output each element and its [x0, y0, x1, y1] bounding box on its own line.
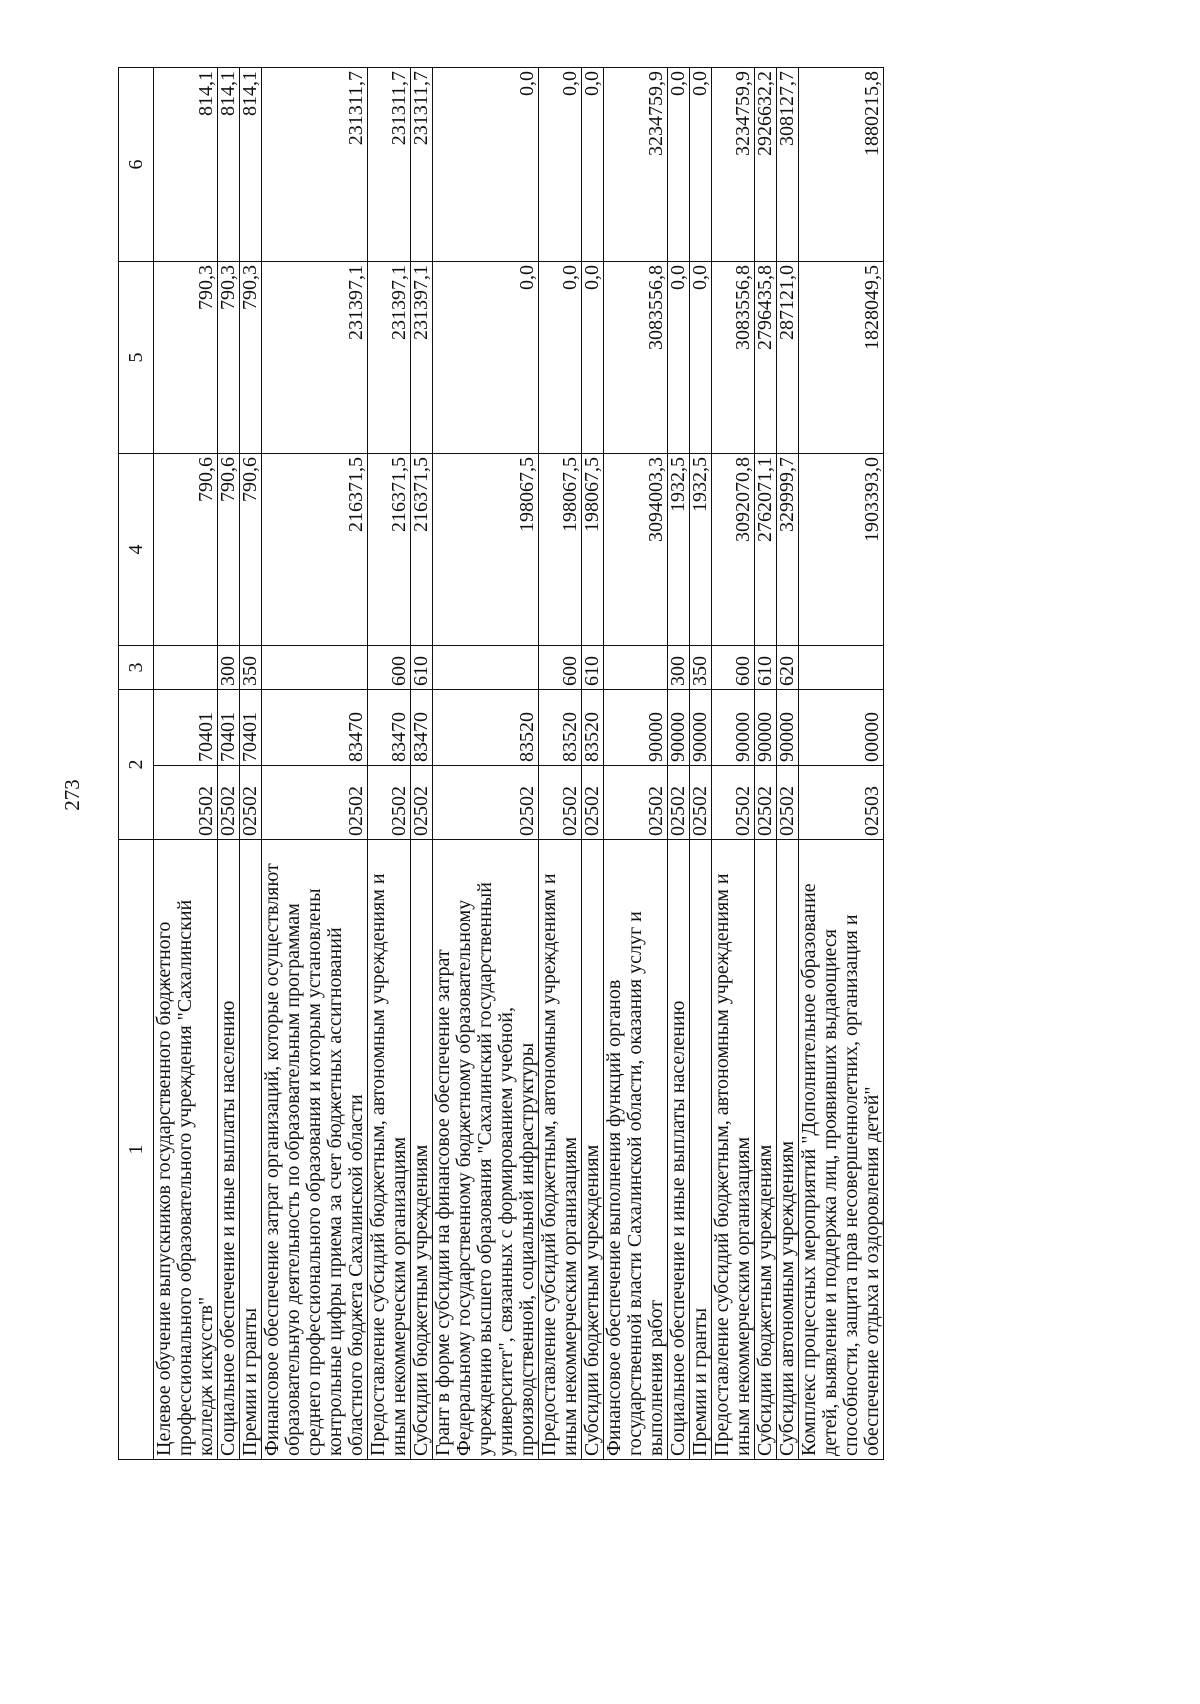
- value-col5-cell: 0,0: [690, 262, 712, 454]
- value-col6-cell: 0,0: [582, 68, 604, 262]
- header-cell-1: 1: [119, 840, 154, 1460]
- code-section-cell: 02502: [154, 766, 218, 840]
- value-col4-cell: 3092070,8: [712, 454, 755, 646]
- value-col6-cell: 231311,7: [262, 68, 368, 262]
- value-col4-cell: 216371,5: [368, 454, 411, 646]
- value-col5-cell: 0,0: [539, 262, 582, 454]
- code-section-cell: 02502: [218, 766, 240, 840]
- table-body: [154, 68, 884, 1460]
- code-item-cell: 00000: [799, 690, 884, 766]
- budget-table-container: [118, 68, 1011, 1460]
- value-col4-cell: 3094003,3: [604, 454, 668, 646]
- code-section-cell: 02502: [604, 766, 668, 840]
- code-section-cell: 02503: [799, 766, 884, 840]
- table-row: [218, 68, 240, 1460]
- table-row: [604, 68, 668, 1460]
- header-row: [119, 68, 154, 1460]
- value-col5-cell: 790,3: [240, 262, 262, 454]
- code-section-cell: 02502: [777, 766, 799, 840]
- code-item-cell: 70401: [240, 690, 262, 766]
- table-row: [262, 68, 368, 1460]
- code-section-cell: 02502: [539, 766, 582, 840]
- code-item-cell: 83520: [539, 690, 582, 766]
- table-row: [755, 68, 777, 1460]
- budget-table: [118, 67, 884, 1460]
- code-type-cell: 600: [712, 646, 755, 690]
- code-section-cell: 02502: [690, 766, 712, 840]
- value-col4-cell: 216371,5: [262, 454, 368, 646]
- value-col5-cell: 790,3: [218, 262, 240, 454]
- value-col4-cell: 1903393,0: [799, 454, 884, 646]
- code-section-cell: 02502: [712, 766, 755, 840]
- code-section-cell: 02502: [411, 766, 433, 840]
- code-item-cell: 90000: [690, 690, 712, 766]
- value-col5-cell: 0,0: [433, 262, 539, 454]
- table-row: [668, 68, 690, 1460]
- row-name-cell: Финансовое обеспечение затрат организаций, которые осуществляют образовательную деятельность по образовательным программам среднего профессионального образования и которым установлены контрольные цифры приема за счет бюджетных ассигнований областного бюджета Сахалинской области: [262, 840, 368, 1460]
- value-col4-cell: 1932,5: [668, 454, 690, 646]
- value-col5-cell: 3083556,8: [712, 262, 755, 454]
- value-col6-cell: 3234759,9: [712, 68, 755, 262]
- row-name-cell: Субсидии бюджетным учреждениям: [582, 840, 604, 1460]
- value-col5-cell: 0,0: [668, 262, 690, 454]
- value-col5-cell: 3083556,8: [604, 262, 668, 454]
- code-section-cell: 02502: [433, 766, 539, 840]
- code-type-cell: [433, 646, 539, 690]
- row-name-cell: Предоставление субсидий бюджетным, автономным учреждениям и иным некоммерческим организациям: [539, 840, 582, 1460]
- code-item-cell: 83520: [433, 690, 539, 766]
- code-type-cell: 620: [777, 646, 799, 690]
- code-section-cell: 02502: [582, 766, 604, 840]
- code-type-cell: 350: [690, 646, 712, 690]
- code-type-cell: 600: [539, 646, 582, 690]
- code-item-cell: 83470: [262, 690, 368, 766]
- value-col6-cell: 2926632,2: [755, 68, 777, 262]
- table-row: [777, 68, 799, 1460]
- code-item-cell: 83470: [411, 690, 433, 766]
- code-item-cell: 83470: [368, 690, 411, 766]
- header-cell-2: 2: [119, 690, 154, 840]
- value-col6-cell: 1880215,8: [799, 68, 884, 262]
- code-item-cell: 90000: [712, 690, 755, 766]
- value-col6-cell: 0,0: [539, 68, 582, 262]
- value-col4-cell: 790,6: [240, 454, 262, 646]
- row-name-cell: Финансовое обеспечение выполнения функций органов государственной власти Сахалинской области, оказания услуг и выполнения работ: [604, 840, 668, 1460]
- value-col5-cell: 1828049,5: [799, 262, 884, 454]
- value-col6-cell: 814,1: [240, 68, 262, 262]
- value-col6-cell: 231311,7: [411, 68, 433, 262]
- table-row: [433, 68, 539, 1460]
- value-col4-cell: 790,6: [154, 454, 218, 646]
- code-type-cell: 300: [218, 646, 240, 690]
- table-row: [799, 68, 884, 1460]
- header-cell-4: 4: [119, 454, 154, 646]
- code-type-cell: 300: [668, 646, 690, 690]
- value-col4-cell: 198067,5: [582, 454, 604, 646]
- row-name-cell: Предоставление субсидий бюджетным, автономным учреждениям и иным некоммерческим организациям: [368, 840, 411, 1460]
- code-section-cell: 02502: [668, 766, 690, 840]
- page-number: 273: [60, 779, 84, 811]
- code-item-cell: 90000: [777, 690, 799, 766]
- header-cell-6: 6: [119, 68, 154, 262]
- table-row: [368, 68, 411, 1460]
- value-col4-cell: 198067,5: [539, 454, 582, 646]
- code-section-cell: 02502: [262, 766, 368, 840]
- code-item-cell: 70401: [218, 690, 240, 766]
- code-section-cell: 02502: [755, 766, 777, 840]
- code-item-cell: 70401: [154, 690, 218, 766]
- table-row: [690, 68, 712, 1460]
- code-type-cell: [262, 646, 368, 690]
- code-type-cell: 610: [582, 646, 604, 690]
- value-col6-cell: 3234759,9: [604, 68, 668, 262]
- row-name-cell: Субсидии бюджетным учреждениям: [411, 840, 433, 1460]
- value-col6-cell: 814,1: [218, 68, 240, 262]
- code-item-cell: 83520: [582, 690, 604, 766]
- value-col5-cell: 231397,1: [411, 262, 433, 454]
- table-row: [411, 68, 433, 1460]
- value-col6-cell: 231311,7: [368, 68, 411, 262]
- code-item-cell: 90000: [755, 690, 777, 766]
- code-type-cell: 610: [411, 646, 433, 690]
- row-name-cell: Предоставление субсидий бюджетным, автономным учреждениям и иным некоммерческим организациям: [712, 840, 755, 1460]
- code-item-cell: 90000: [668, 690, 690, 766]
- table-row: [240, 68, 262, 1460]
- value-col5-cell: 287121,0: [777, 262, 799, 454]
- table-row: [539, 68, 582, 1460]
- value-col6-cell: 0,0: [433, 68, 539, 262]
- value-col6-cell: 814,1: [154, 68, 218, 262]
- row-name-cell: Целевое обучение выпускников государственного бюджетного профессионального образовательного учреждения "Сахалинский колледж искусств": [154, 840, 218, 1460]
- value-col4-cell: 329999,7: [777, 454, 799, 646]
- code-item-cell: 90000: [604, 690, 668, 766]
- value-col5-cell: 231397,1: [368, 262, 411, 454]
- value-col4-cell: 216371,5: [411, 454, 433, 646]
- code-type-cell: 600: [368, 646, 411, 690]
- table-row: [154, 68, 218, 1460]
- value-col5-cell: 790,3: [154, 262, 218, 454]
- value-col6-cell: 0,0: [668, 68, 690, 262]
- code-type-cell: 610: [755, 646, 777, 690]
- row-name-cell: Премии и гранты: [240, 840, 262, 1460]
- table-row: [582, 68, 604, 1460]
- row-name-cell: Социальное обеспечение и иные выплаты населению: [668, 840, 690, 1460]
- row-name-cell: Комплекс процессных мероприятий "Дополнительное образование детей, выявление и поддержка лиц, проявивших выдающиеся способности, защита прав несовершеннолетних, организация и обеспечение отдыха и оздоровления детей": [799, 840, 884, 1460]
- value-col4-cell: 2762071,1: [755, 454, 777, 646]
- code-type-cell: [604, 646, 668, 690]
- row-name-cell: Субсидии бюджетным учреждениям: [755, 840, 777, 1460]
- code-section-cell: 02502: [240, 766, 262, 840]
- code-section-cell: 02502: [368, 766, 411, 840]
- value-col5-cell: 2796435,8: [755, 262, 777, 454]
- code-type-cell: 350: [240, 646, 262, 690]
- row-name-cell: Грант в форме субсидии на финансовое обеспечение затрат Федеральному государственному бюджетному образовательному учреждению высшего образования "Сахалинский государственный университет", связанных с формированием учебной, производственной, социальной инфраструктуры: [433, 840, 539, 1460]
- row-name-cell: Субсидии автономным учреждениям: [777, 840, 799, 1460]
- table-row: [712, 68, 755, 1460]
- code-type-cell: [799, 646, 884, 690]
- value-col6-cell: 308127,7: [777, 68, 799, 262]
- row-name-cell: Социальное обеспечение и иные выплаты населению: [218, 840, 240, 1460]
- row-name-cell: Премии и гранты: [690, 840, 712, 1460]
- value-col4-cell: 790,6: [218, 454, 240, 646]
- value-col4-cell: 1932,5: [690, 454, 712, 646]
- header-cell-5: 5: [119, 262, 154, 454]
- value-col6-cell: 0,0: [690, 68, 712, 262]
- value-col4-cell: 198067,5: [433, 454, 539, 646]
- value-col5-cell: 0,0: [582, 262, 604, 454]
- code-type-cell: [154, 646, 218, 690]
- header-cell-3: 3: [119, 646, 154, 690]
- value-col5-cell: 231397,1: [262, 262, 368, 454]
